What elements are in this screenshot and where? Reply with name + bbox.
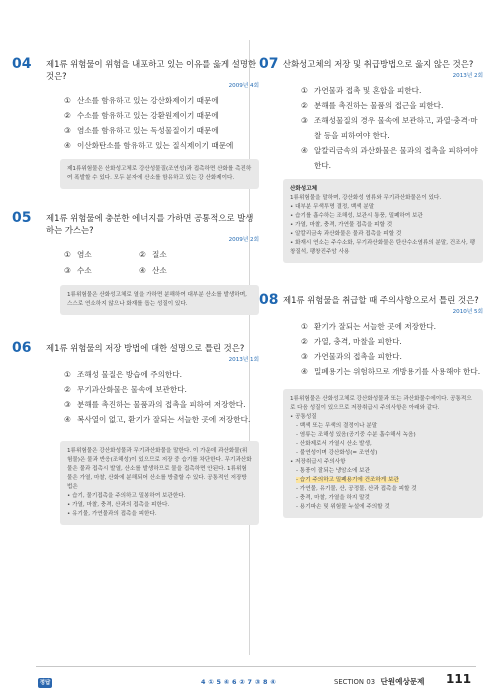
explanation-line: • 습기를 흡수하는 조해성, 보관시 통풍, 밀폐하여 보관 [290, 213, 423, 219]
question-04 [12, 56, 259, 189]
option-2[interactable]: ② 가열, 충격, 마찰을 피한다. [301, 337, 402, 346]
question-number: 04 [12, 56, 32, 72]
option-list [64, 93, 259, 153]
explanation-line: • 알칼리금속 과산화물은 물과 접촉을 피할 것 [290, 231, 402, 237]
question-number: 08 [259, 292, 279, 308]
question-text: 제1류 위험물에 충분한 에너지를 가하면 공통적으로 발생하는 가스는? [46, 213, 254, 235]
explanation-line: - 용기파손 및 위험물 누설에 주의할 것 [296, 504, 390, 510]
explanation-line: • 저장취급시 주의사항 [290, 459, 346, 465]
question-07 [259, 56, 483, 263]
option-list [301, 319, 483, 379]
option-2[interactable]: ② 무기과산화물은 물속에 보관한다. [64, 385, 187, 394]
option-1[interactable]: ① 조해성 물질은 방습에 주의한다. [64, 370, 183, 379]
option-4[interactable]: ④ 밀폐용기는 위험하므로 개방용기를 사용해야 한다. [301, 367, 481, 376]
explanation-line: - 불연성이며 강산화성(= 조연성) [296, 450, 378, 456]
option-2[interactable]: ② 질소 [139, 250, 167, 259]
explanation-line: • 가열, 마찰, 충격, 가연물 접촉을 피할 것 [290, 222, 393, 228]
page-number: 111 [446, 672, 472, 686]
option-3[interactable]: ③ 수소 [64, 266, 92, 275]
section-number: 03 [366, 678, 376, 686]
option-1[interactable]: ① 가연물과 접촉 및 혼합을 피한다. [301, 86, 422, 95]
question-number: 06 [12, 340, 32, 356]
option-3[interactable]: ③ 분해를 촉진하는 물품과의 접촉을 피하여 저장한다. [64, 400, 246, 409]
option-4[interactable]: ④ 복사열이 없고, 환기가 잘되는 서늘한 곳에 저장한다. [64, 415, 251, 424]
option-1[interactable]: ① 산소를 함유하고 있는 강산화제이기 때문에 [64, 96, 219, 105]
question-source: 2010년 5회 [452, 309, 483, 315]
question-number: 05 [12, 210, 32, 226]
section-word: SECTION [334, 678, 364, 686]
explanation-line: - 산화제로서 가열시 산소 발생, [296, 441, 372, 447]
explanation-line: • 화재시 연소는 주수소화, 무기과산화물은 탄산수소염류의 분말, 건조사, 팽창질석, 팽창진주암 사용 [290, 240, 475, 255]
question-number: 07 [259, 56, 279, 72]
question-06 [12, 340, 259, 525]
explanation-line: • 가열, 마찰, 충격, 산과의 접촉을 피한다. [67, 502, 170, 508]
question-05 [12, 210, 259, 315]
question-source: 2013년 1회 [228, 357, 259, 363]
option-3[interactable]: ③ 조해성물질의 경우 물속에 보관하고, 과열·충격·마찰 등을 피하여야 한다. [301, 116, 478, 140]
explanation-box: 1류위험물은 산화성고체로 열을 가하면 분해하여 대부분 산소를 발생하며, 스스로 연소하지 않으나 화재를 돕는 성질이 있다. [60, 285, 259, 315]
answer-key: 4 ① 5 ④ 6 ② 7 ③ 8 ④ [201, 678, 277, 686]
question-source: 2009년 4회 [228, 83, 259, 89]
question-text: 제1류 위험물을 취급할 때 주의사항으로서 틀린 것은? [283, 295, 479, 305]
question-source: 2009년 2회 [228, 237, 259, 243]
explanation-line: • 유기물, 가연물과의 접촉을 피한다. [67, 511, 157, 517]
explanation-line: 1류위험물은 산화성고체로 강산화성물과 또는 과산화물수에이다. 공통적으로 다음 성질이 있으므로 저장취급시 주의사항은 아래와 같다. [290, 396, 472, 411]
section-title: 단원예상문제 [380, 677, 425, 686]
explanation-line: - 통풍이 잘되는 냉암소에 보관 [296, 468, 370, 474]
section-label [334, 676, 424, 687]
question-text: 제1류 위험물이 위험을 내포하고 있는 이유를 옳게 설명한 것은? [46, 59, 257, 81]
explanation-line: - 충격, 마찰, 가열을 하지 말것 [296, 495, 370, 501]
explanation-line: - 염류는 조해성 있음(공기중 수분 흡수해서 녹음) [296, 432, 416, 438]
explanation-box [60, 441, 259, 525]
question-source: 2013년 2회 [452, 73, 483, 79]
explanation-line: - 가연물, 유기물, 산, 공정물, 산과 접촉을 피할 것 [296, 486, 417, 492]
explanation-line: 1류위험물은 강산화성물과 무기과산화물을 말한다. 이 가운데 과산화물(위험물)은 물과 반응(조해성)이 있으므로 저장 중 습기를 차단한다. 무기과산화물은 물과 접촉시 발열, 산소를 발생하므로 물을 접촉하면 안된다. 1류위험물은 가열, 마찰, 산화에 분해되어 산소를 방출할 수 있다. 공통적인 저장방법은 [67, 448, 252, 490]
footer-divider [36, 666, 476, 667]
option-list [64, 247, 214, 279]
option-4[interactable]: ④ 산소 [139, 266, 167, 275]
explanation-line [290, 476, 476, 485]
question-text: 산화성고체의 저장 및 취급방법으로 옳지 않은 것은? [283, 59, 474, 69]
option-1[interactable]: ① 염소 [64, 250, 92, 259]
explanation-line: • 공통성질 [290, 414, 317, 420]
option-list [301, 83, 483, 173]
explanation-title: 산화성고체 [290, 186, 318, 192]
answer-badge: 정답 [39, 680, 51, 686]
option-3[interactable]: ③ 염소를 함유하고 있는 독성물질이기 때문에 [64, 126, 219, 135]
option-4[interactable]: ④ 이산화탄소를 함유하고 있는 질식제이기 때문에 [64, 141, 234, 150]
explanation-box: 제1류위험물은 산화성고체로 강산성물질(조연성)과 접촉하면 산화를 촉진하여 폭발할 수 있다. 모두 분자에 산소를 함유하고 있는 강 산화제이다. [60, 159, 259, 189]
highlighted-line: - 습기 주의하고 밀폐용기에 건조하게 보관 [296, 477, 399, 483]
option-2[interactable]: ② 분해를 촉진하는 물품의 접근을 피한다. [301, 101, 444, 110]
question-08 [259, 292, 483, 518]
explanation-box [283, 179, 483, 263]
explanation-line: • 습기, 물기접촉을 주의하고 밀봉하여 보관한다. [67, 493, 186, 499]
option-1[interactable]: ① 환기가 잘되는 서늘한 곳에 저장한다. [301, 322, 437, 331]
explanation-line: - 백색 또는 무색의 결정이나 분말 [296, 423, 378, 429]
option-3[interactable]: ③ 가연물과의 접촉을 피한다. [301, 352, 402, 361]
option-list [64, 367, 259, 427]
option-4[interactable]: ④ 알칼리금속의 과산화물은 물과의 접촉을 피하여야 한다. [301, 146, 478, 170]
explanation-line: • 대부분 무색투명 결정, 백색 분말 [290, 204, 375, 210]
option-2[interactable]: ② 수소를 함유하고 있는 강환원제이기 때문에 [64, 111, 219, 120]
explanation-box [283, 389, 483, 518]
explanation-line: 1류위험물을 말하며, 강산화성 염류와 무기과산화물은이 있다. [290, 195, 442, 201]
question-text: 제1류 위험물의 저장 방법에 대한 설명으로 틀린 것은? [46, 343, 245, 353]
